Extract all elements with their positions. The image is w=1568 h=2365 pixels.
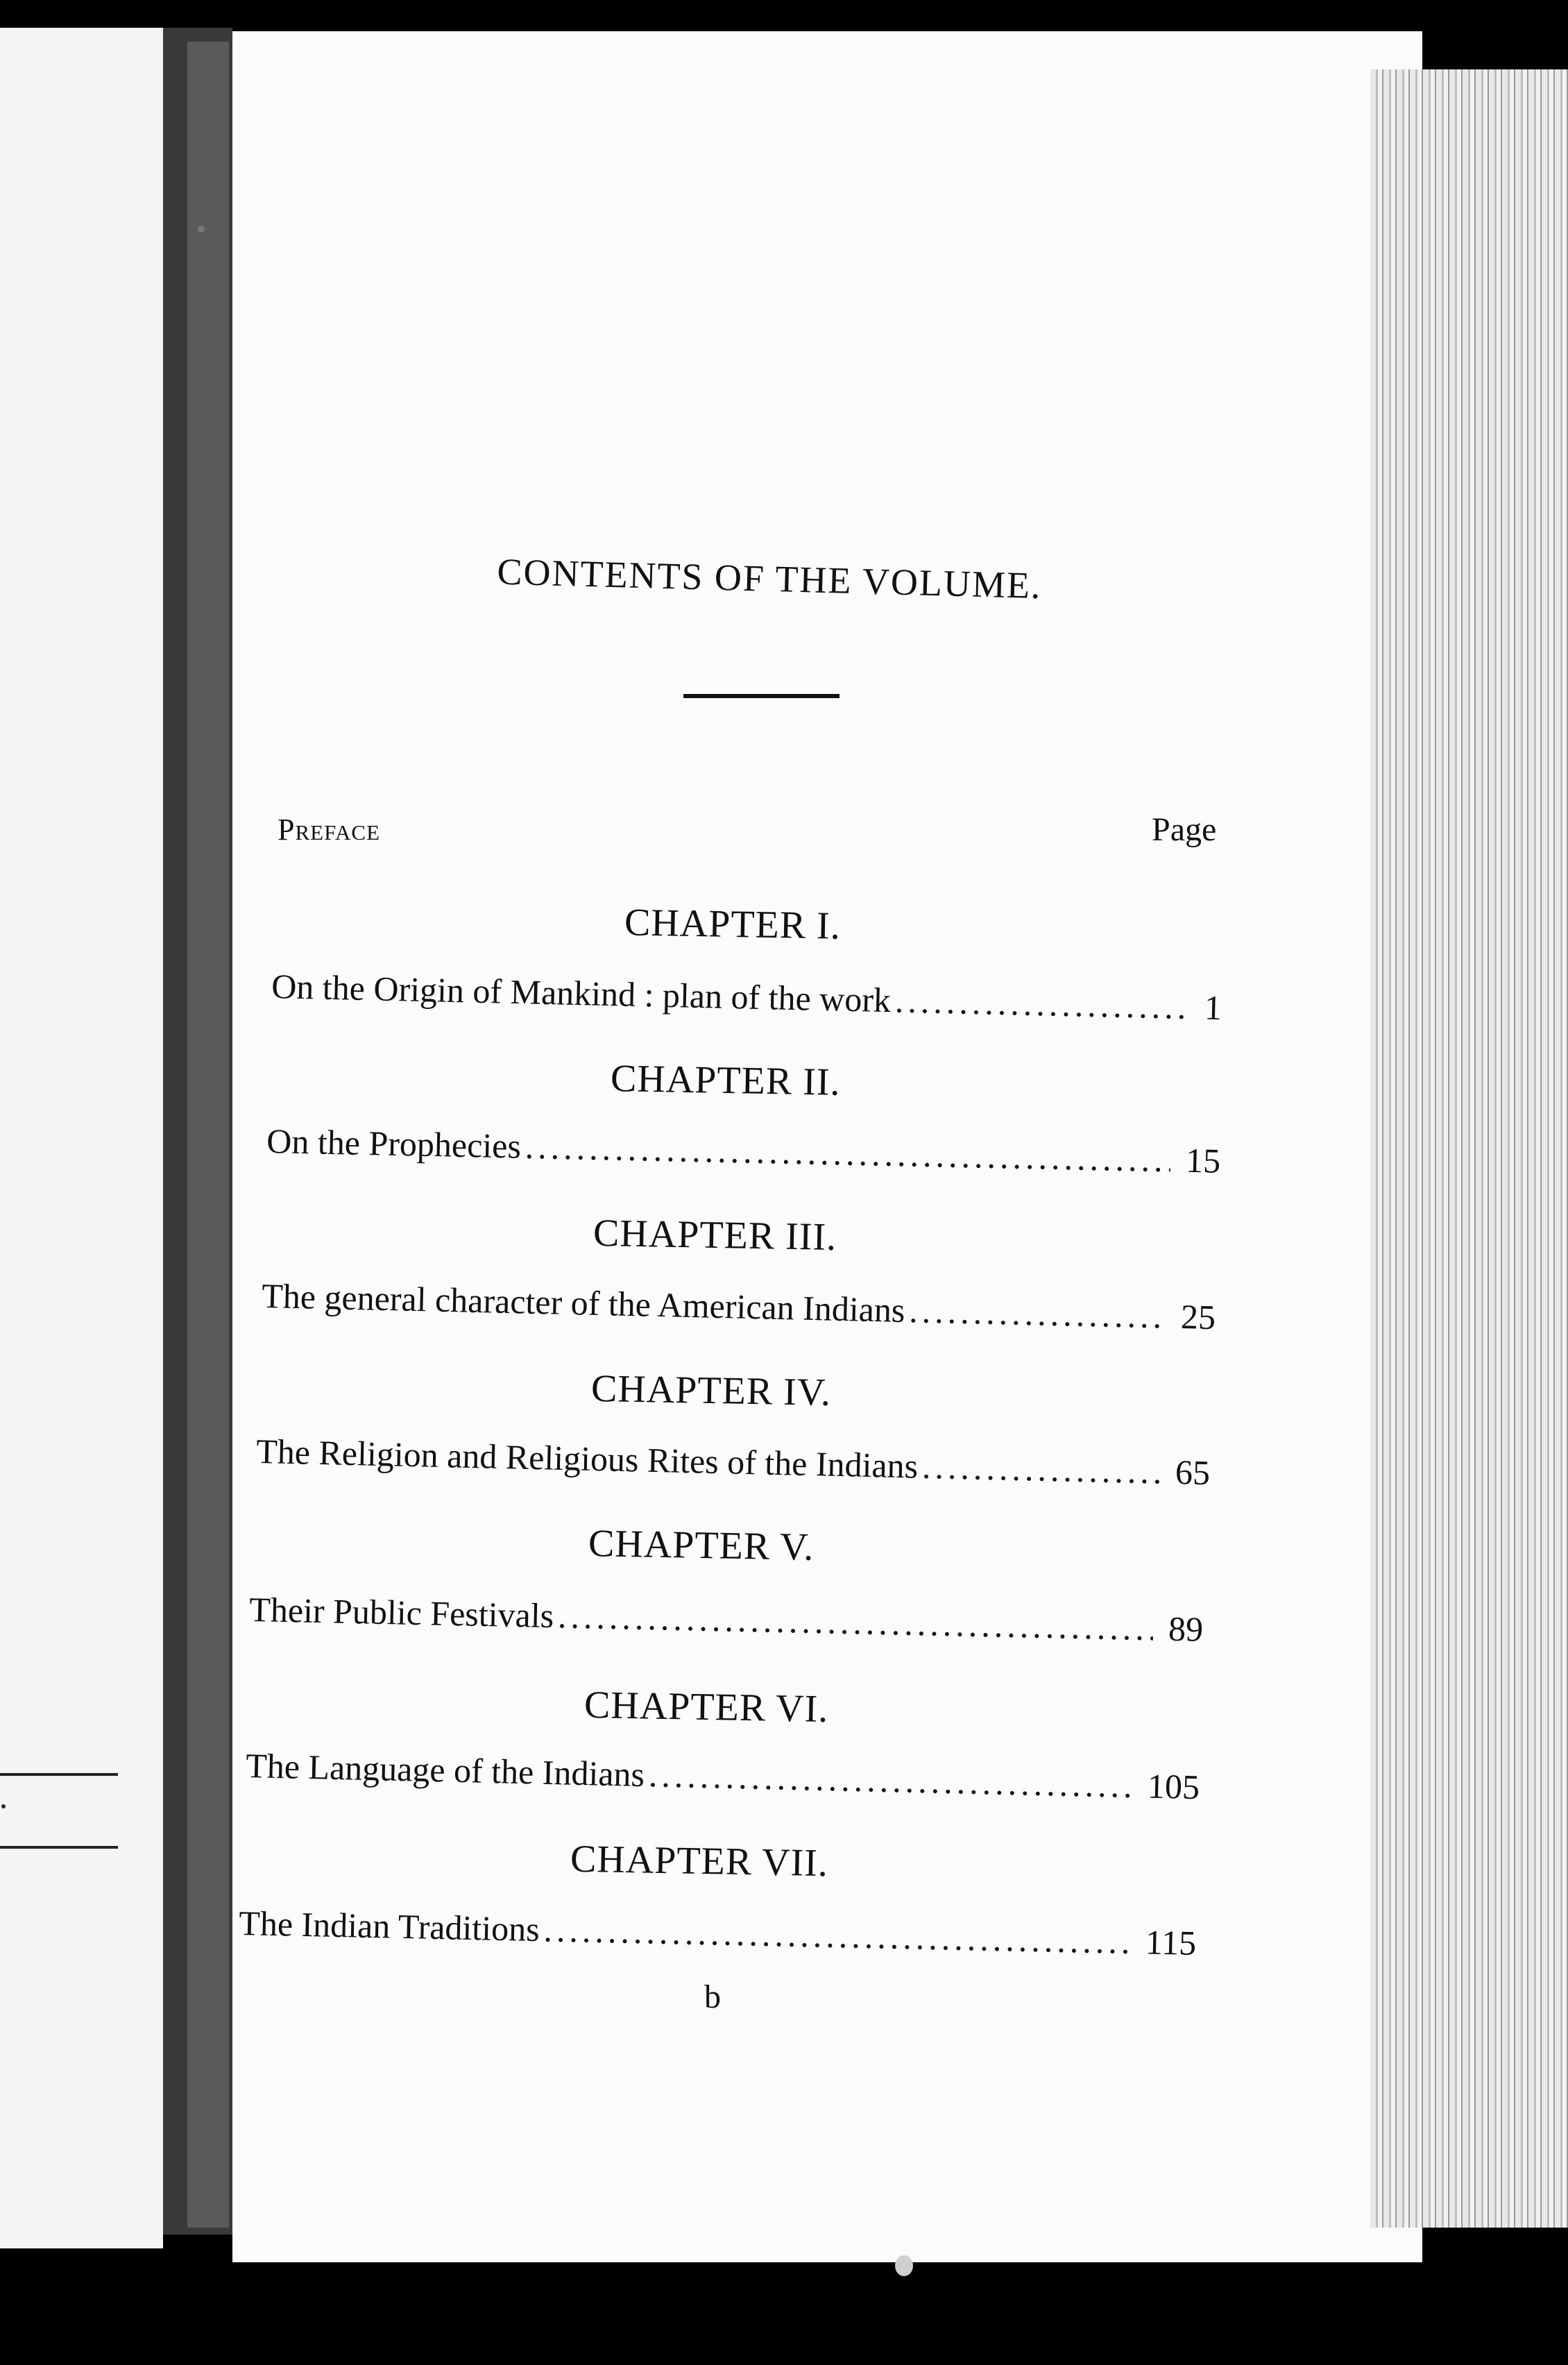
toc-entry-title: The Language of the Indians [245,1745,645,1795]
toc-entry-title: The Indian Traditions [238,1903,540,1949]
dot-leader [917,1446,1160,1492]
left-page-rule [0,1773,118,1776]
toc-entry-title: Their Public Festivals [248,1589,554,1636]
toc-entry-page: 1 [1204,987,1222,1028]
toc-entry-title: On the Origin of Mankind : plan of the work [271,966,892,1020]
toc-entry-title: The Religion and Religious Rites of the Indians [255,1431,919,1486]
toc-entry-page: 115 [1145,1922,1197,1963]
book-gutter-shadow [187,42,229,2228]
chapter-heading: CHAPTER VI. [583,1683,829,1731]
left-page-mark [1,1804,6,1808]
toc-entry-title: On the Prophecies [266,1121,522,1166]
left-page [0,28,163,2248]
chapter-heading: CHAPTER II. [610,1057,841,1104]
chapter-heading: CHAPTER VII. [570,1837,829,1885]
signature-mark: b [704,1978,721,2015]
scan-speck [198,226,205,232]
toc-entry-page: 105 [1147,1766,1200,1807]
chapter-heading: CHAPTER V. [588,1522,815,1569]
toc-entry-title: The general character of the American Indians [261,1275,906,1330]
contents-title: CONTENTS OF THE VOLUME. [496,550,1043,607]
title-rule [683,694,840,698]
scan-speck [895,2255,913,2276]
toc-entry-page: 65 [1175,1452,1211,1493]
chapter-heading: CHAPTER I. [624,901,842,948]
toc-entry-page: 15 [1185,1140,1221,1180]
left-page-rule [0,1846,118,1849]
page-column-label: Page [1152,811,1217,848]
toc-entry-page: 25 [1180,1297,1216,1337]
chapter-heading: CHAPTER III. [593,1211,837,1260]
preface-label: Preface [278,813,381,847]
chapter-heading: CHAPTER IV. [590,1366,832,1415]
toc-entry-page: 89 [1168,1609,1204,1649]
dot-leader [905,1290,1166,1337]
page-fore-edge [1370,69,1568,2228]
dot-leader [890,980,1189,1027]
